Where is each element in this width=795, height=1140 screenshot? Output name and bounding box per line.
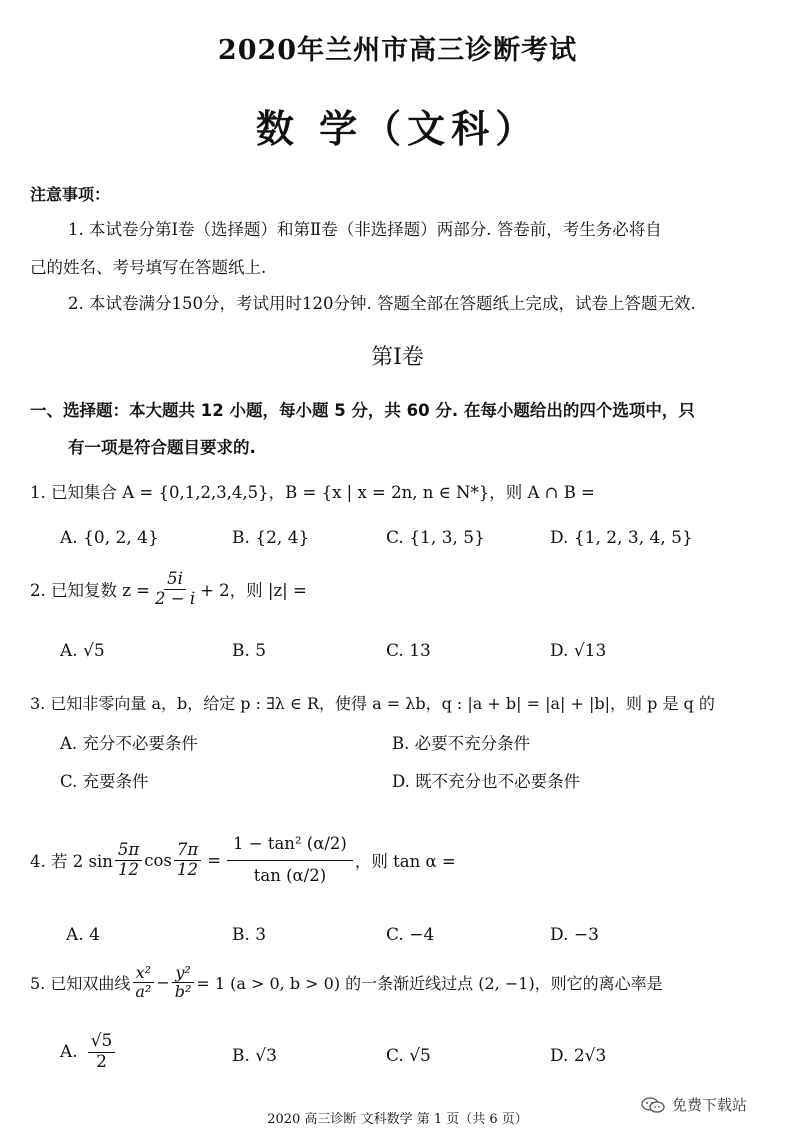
question-4-big-numerator: 1 − tan² (α/2): [227, 835, 353, 861]
watermark: [640, 1094, 747, 1115]
question-4-fraction-1-numerator: 5π: [115, 841, 142, 861]
subject-title: 数 学（文科）: [255, 106, 540, 151]
question-5-prefix: 5. 已知双曲线: [30, 974, 131, 994]
volume-title: 第Ⅰ卷: [371, 345, 424, 370]
question-2-suffix: + 2，则 |z| =: [200, 581, 307, 601]
question-5-minus: −: [156, 973, 170, 993]
question-2-option-d: D. √13: [550, 641, 607, 661]
question-4-option-c: C. −4: [386, 925, 435, 945]
page-footer: 2020 高三诊断 文科数学 第 1 页（共 6 页）: [267, 1112, 528, 1127]
question-4-option-d: D. −3: [550, 925, 599, 945]
question-4-prefix: 4. 若 2 sin: [30, 852, 113, 871]
question-5-option-a-numerator: √5: [88, 1032, 116, 1053]
question-5-fraction-2-denominator: b²: [174, 982, 192, 1002]
question-1-stem: 1. 已知集合 A = {0,1,2,3,4,5}，B = {x | x = 2n, n ∈ N*}，则 A ∩ B =: [30, 483, 595, 502]
notice-item-1-line-2: 己的姓名、考号填写在答题纸上.: [30, 258, 267, 277]
section-heading-line-1: 一、选择题：本大题共 12 小题，每小题 5 分，共 60 分. 在每小题给出的四个选项中，只: [30, 401, 695, 420]
question-2-prefix: 2. 已知复数 z =: [30, 581, 150, 601]
notice-item-2: 2. 本试卷满分150分，考试用时120分钟. 答题全部在答题纸上完成，试卷上答题无效.: [68, 294, 696, 313]
section-heading-line-2: 有一项是符合题目要求的.: [68, 438, 256, 457]
question-4-equals: =: [207, 850, 222, 870]
question-4-big-fraction: [227, 835, 353, 886]
question-1-option-b: B. {2, 4}: [232, 528, 310, 548]
exam-title: 2020年兰州市高三诊断考试: [217, 35, 578, 66]
notice-heading: 注意事项：: [30, 185, 111, 204]
question-5-suffix: = 1 (a > 0, b > 0) 的一条渐近线过点 (2, −1)，则它的离心率是: [196, 974, 663, 994]
question-4-suffix: ，则 tan α =: [354, 852, 456, 871]
question-1-option-a: A. {0, 2, 4}: [60, 528, 159, 548]
notice-item-1-line-1: 1. 本试卷分第Ⅰ卷（选择题）和第Ⅱ卷（非选择题）两部分. 答卷前，考生务必将自: [68, 220, 662, 239]
question-5-option-a-denominator: 2: [96, 1051, 107, 1072]
question-3-stem: 3. 已知非零向量 a，b，给定 p : ∃λ ∈ R，使得 a = λb，q : |a + b| = |a| + |b|，则 p 是 q 的: [30, 694, 715, 713]
watermark-text: 免费下载站: [672, 1096, 748, 1114]
question-5-fraction-1-numerator: x²: [133, 964, 154, 983]
question-2-option-b: B. 5: [232, 641, 267, 661]
question-2-option-a: A. √5: [60, 641, 105, 661]
question-4-cos: cos: [144, 850, 172, 870]
question-5-option-c: C. √5: [386, 1046, 431, 1066]
question-4-stem: [30, 818, 456, 902]
question-5-option-a-fraction: [88, 1032, 116, 1072]
question-5-option-a-label: A.: [60, 1042, 78, 1063]
question-4-option-b: B. 3: [232, 925, 267, 945]
question-5-stem: [30, 964, 663, 1002]
question-4-fraction-2-denominator: 12: [177, 859, 199, 879]
question-5-fraction-1-denominator: a²: [135, 982, 152, 1002]
question-1-option-d: D. {1, 2, 3, 4, 5}: [550, 528, 693, 548]
question-4-fraction-1: [115, 841, 142, 880]
question-5-fraction-1: [132, 964, 154, 1002]
question-5-fraction-2: [172, 964, 195, 1002]
question-3-option-c: C. 充要条件: [60, 772, 149, 791]
question-4-option-a: A. 4: [66, 925, 100, 945]
question-1-option-c: C. {1, 3, 5}: [386, 528, 485, 548]
question-5-option-a: [60, 1032, 117, 1072]
question-3-option-b: B. 必要不充分条件: [392, 734, 531, 753]
question-4-fraction-1-denominator: 12: [118, 859, 140, 879]
question-5-fraction-2-numerator: y²: [172, 964, 193, 983]
question-2-stem: [30, 570, 307, 609]
question-5-option-d: D. 2√3: [550, 1046, 607, 1066]
wechat-icon: [640, 1096, 666, 1114]
question-3-option-a: A. 充分不必要条件: [60, 734, 198, 753]
question-4-big-denominator: tan (α/2): [253, 865, 327, 885]
question-4-fraction-2: [174, 841, 201, 880]
question-2-fraction-denominator: 2 − i: [155, 588, 196, 608]
question-5-option-b: B. √3: [232, 1046, 277, 1066]
question-2-fraction: [152, 570, 198, 609]
question-4-fraction-2-numerator: 7π: [174, 841, 201, 861]
question-2-fraction-numerator: 5i: [164, 570, 186, 590]
question-2-option-c: C. 13: [386, 641, 431, 661]
question-3-option-d: D. 既不充分也不必要条件: [392, 772, 581, 791]
